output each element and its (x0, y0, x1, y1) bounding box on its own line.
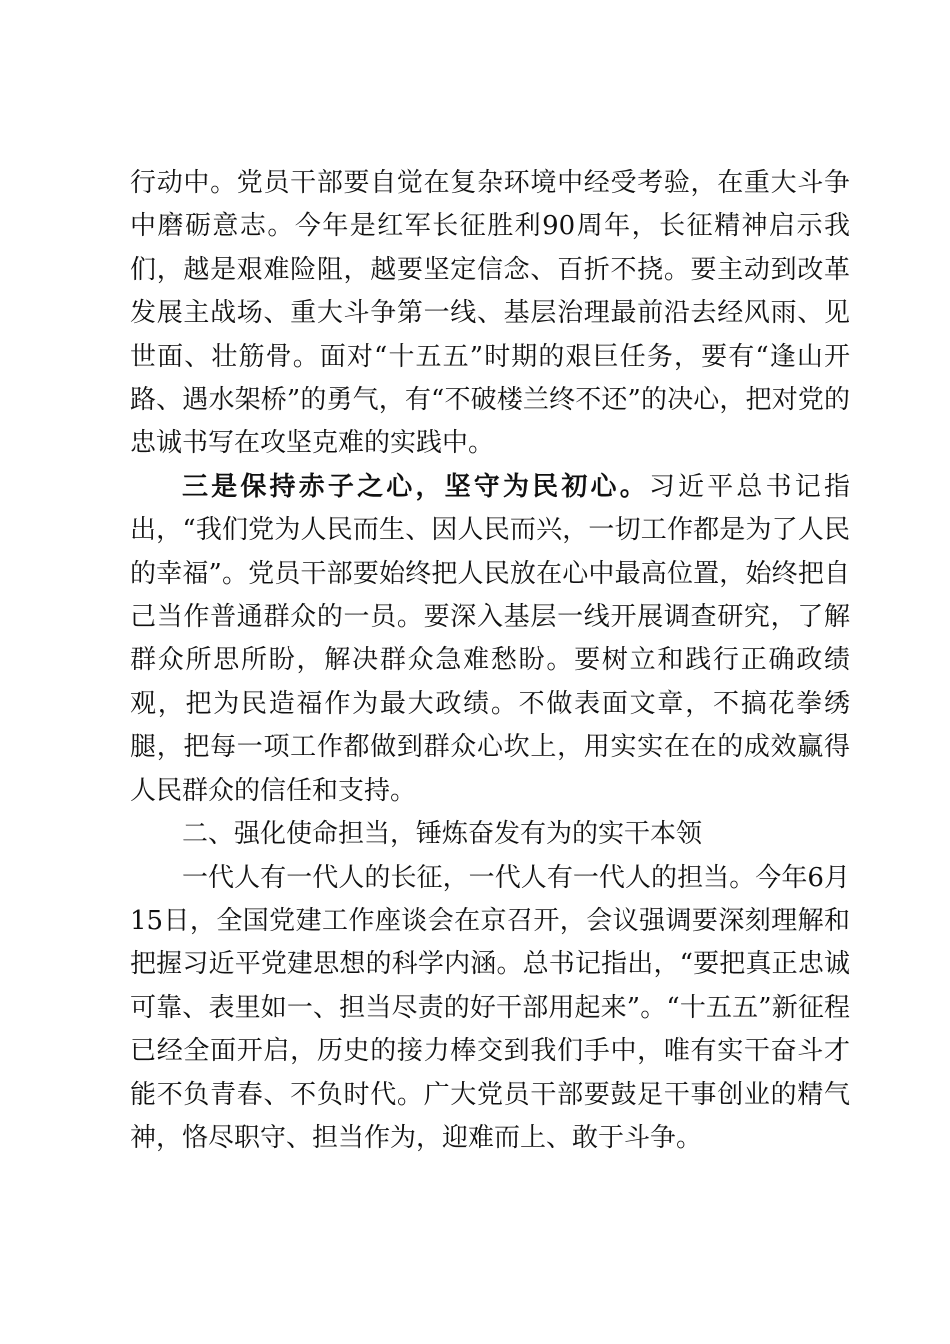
paragraph-point-three (130, 466, 850, 813)
paragraph-lead-sentence: 三是保持赤子之心，坚守为民初心。 (182, 471, 649, 502)
paragraph-text: 习近平总书记指出，“我们党为人民而生、因人民而兴，一切工作都是为了人民的幸福”。党员干部要始终把人民放在心中最高位置，始终把自己当作普通群众的一员。要深入基层一线开展调查研究，了解群众所思所盼，解决群众急难愁盼。要树立和践行正确政绩观，把为民造福作为最大政绩。不做表面文章，不搞花拳绣腿，把每一项工作都做到群众心坎上，用实实在在的成效赢得人民群众的信任和支持。 (130, 471, 850, 806)
paragraph-continuation (130, 162, 850, 466)
document-body (130, 162, 850, 1160)
paragraph-text: 行动中。党员干部要自觉在复杂环境中经受考验，在重大斗争中磨砺意志。今年是红军长征胜利90周年，长征精神启示我们，越是艰难险阻，越要坚定信念、百折不挠。要主动到改革发展主战场、重大斗争第一线、基层治理最前沿去经风雨、见世面、壮筋骨。面对“十五五”时期的艰巨任务，要有“逢山开路、遇水架桥”的勇气，有“不破楼兰终不还”的决心，把对党的忠诚书写在攻坚克难的实践中。 (130, 168, 850, 459)
paragraph-section-intro: 一代人有一代人的长征，一代人有一代人的担当。今年6月15日，全国党建工作座谈会在京召开，会议强调要深刻理解和把握习近平党建思想的科学内涵。总书记指出，“要把真正忠诚可靠、表里如一、担当尽责的好干部用起来”。“十五五”新征程已经全面开启，历史的接力棒交到我们手中，唯有实干奋斗才能不负青春、不负时代。广大党员干部要鼓足干事创业的精气神，恪尽职守、担当作为，迎难而上、敢于斗争。 (130, 862, 850, 1153)
section-heading: 二、强化使命担当，锤炼奋发有为的实干本领 (182, 819, 703, 850)
